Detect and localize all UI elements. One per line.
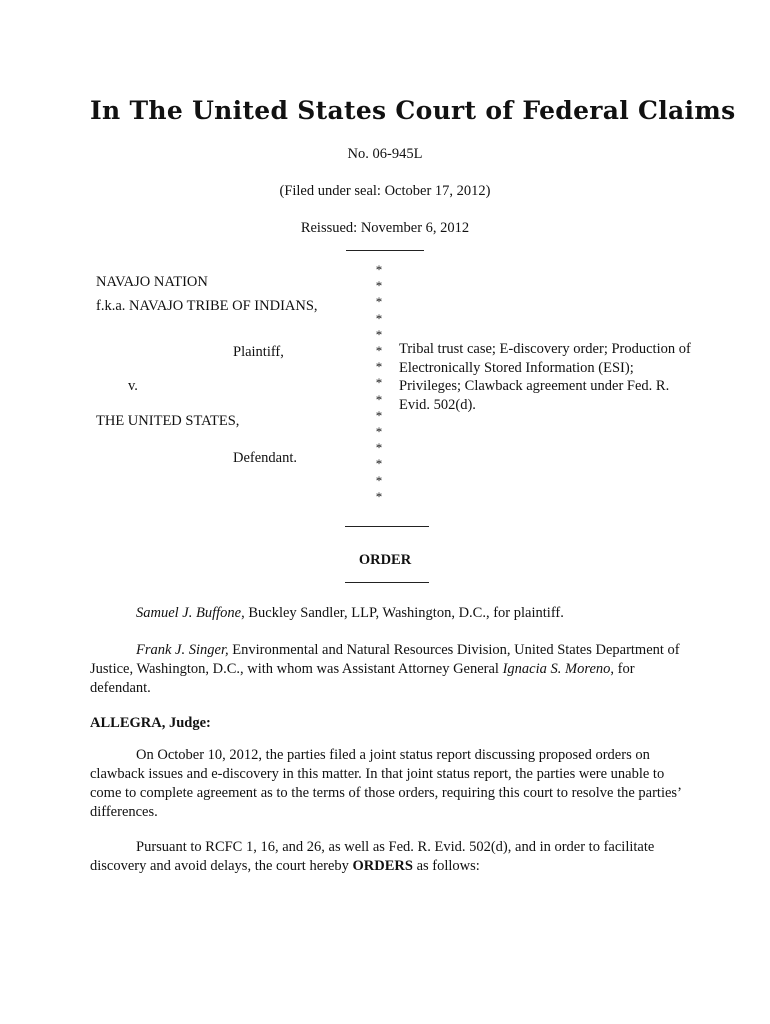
- order-heading: ORDER: [358, 552, 412, 568]
- plaintiff-role: Plaintiff,: [233, 344, 284, 360]
- star: *: [375, 424, 383, 440]
- defendant-counsel: [90, 641, 690, 698]
- order-rule-top: [345, 526, 429, 527]
- header-rule: [346, 250, 424, 251]
- defendant-counsel-end: , for defendant.: [90, 661, 635, 696]
- body-paragraph-1: On October 10, 2012, the parties filed a joint status report discussing proposed orders on clawback issues and e-discovery in this matter. In that joint status report, the parties were unable to come to complete agreement as to the terms of those orders, requiring this court to resolve the parties’ differences.: [90, 747, 681, 820]
- para2-end: as follows:: [412, 858, 480, 874]
- plaintiff-attorney: Samuel J. Buffone: [136, 605, 242, 621]
- case-number: No. 06-945L: [347, 146, 423, 162]
- caption-stars: [372, 262, 386, 505]
- plaintiff-counsel-text: , Buckley Sandler, LLP, Washington, D.C., for plaintiff.: [241, 605, 564, 621]
- defendant-counsel-text: Environmental and Natural Resources Division, United States Department of Justice, Washington, D.C., with whom was Assistant Attorney General: [90, 642, 680, 677]
- star: *: [375, 262, 383, 277]
- assistant-attorney-general: Ignacia S. Moreno: [502, 661, 611, 677]
- star: *: [375, 294, 383, 310]
- defendant-role: Defendant.: [233, 450, 298, 466]
- orders-emphasis: ORDERS: [352, 858, 413, 874]
- versus: v.: [128, 378, 138, 394]
- star: *: [375, 440, 383, 456]
- case-subject: Tribal trust case; E-discovery order; Production of Electronically Stored Information (ESI); Privileges; Clawback agreement under Fed. R. Evid. 502(d).: [399, 341, 691, 413]
- plaintiff-aka: f.k.a. NAVAJO TRIBE OF INDIANS,: [96, 298, 318, 314]
- star: *: [375, 472, 383, 488]
- star: *: [375, 375, 383, 391]
- star: *: [375, 310, 383, 326]
- body-paragraph-2: [90, 838, 690, 876]
- order-rule-bottom: [345, 582, 429, 583]
- star: *: [375, 359, 383, 375]
- star: *: [375, 456, 383, 472]
- defendant-name: THE UNITED STATES,: [96, 413, 240, 429]
- star: *: [375, 488, 383, 504]
- plaintiff-name: NAVAJO NATION: [96, 274, 208, 290]
- star: *: [375, 343, 383, 359]
- filed-date: (Filed under seal: October 17, 2012): [279, 183, 491, 199]
- court-title: In The United States Court of Federal Claims: [90, 96, 736, 125]
- para2-text: Pursuant to RCFC 1, 16, and 26, as well as Fed. R. Evid. 502(d), and in order to facilitate discovery and avoid delays, the court hereby: [90, 839, 655, 874]
- defendant-attorney: Frank J. Singer,: [136, 642, 229, 658]
- star: *: [375, 326, 383, 342]
- star: *: [375, 391, 383, 407]
- reissued-date: Reissued: November 6, 2012: [300, 220, 470, 236]
- star: *: [375, 407, 383, 423]
- plaintiff-counsel: [90, 604, 690, 623]
- judge-heading: ALLEGRA, Judge:: [90, 715, 211, 731]
- star: *: [375, 278, 383, 294]
